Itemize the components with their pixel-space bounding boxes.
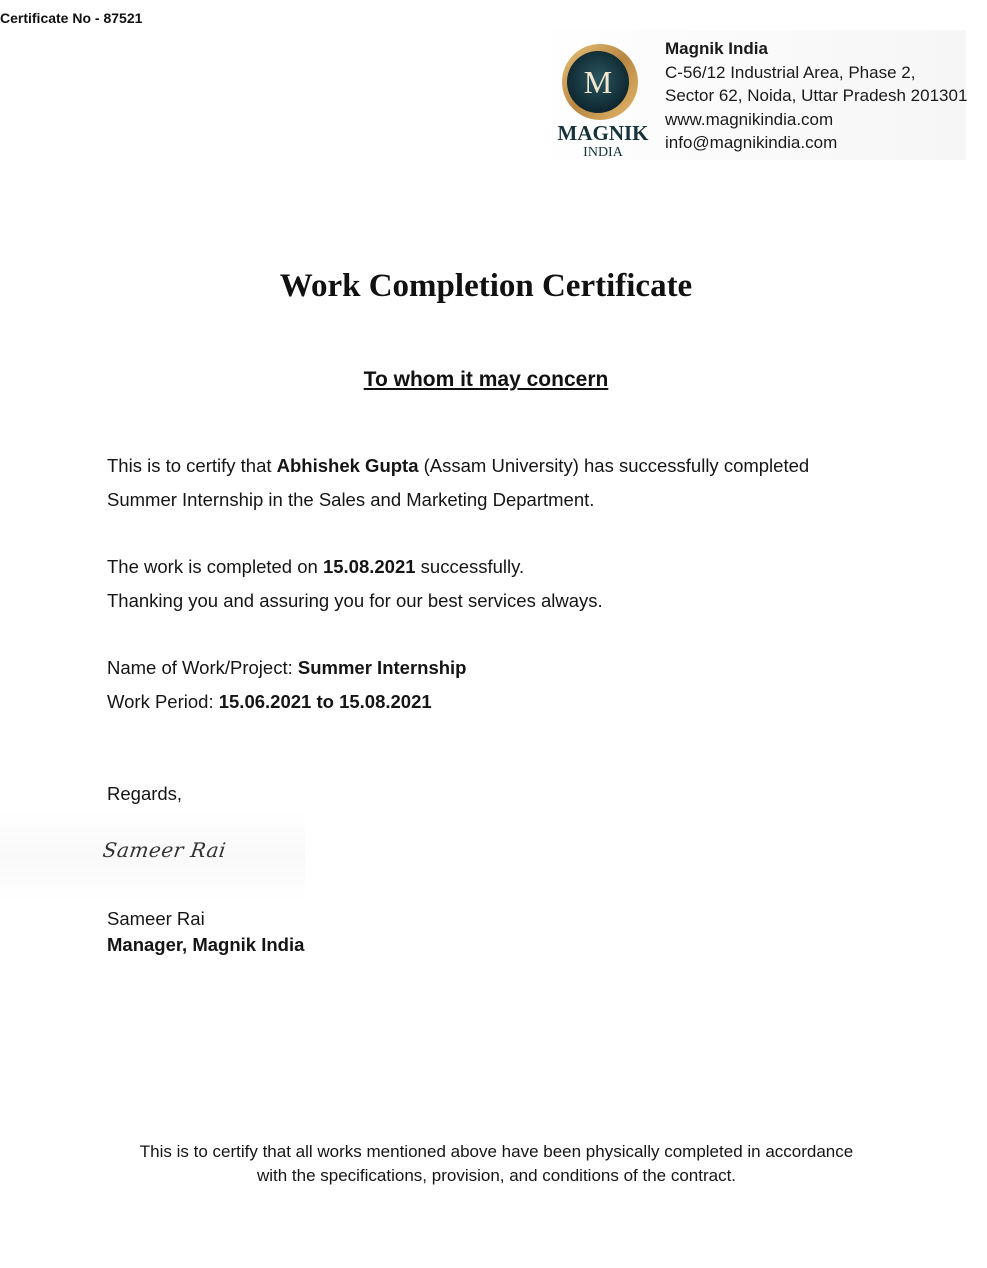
work-details — [107, 651, 466, 718]
logo-subtitle: INDIA — [583, 145, 623, 160]
company-address-line1: C-56/12 Industrial Area, Phase 2, — [665, 62, 916, 82]
certificate-title: Work Completion Certificate — [279, 268, 693, 304]
certificate-number: Certificate No - 87521 — [0, 10, 143, 26]
period-row — [107, 685, 466, 719]
signer-block — [107, 906, 304, 958]
certification-prefix: This is to certify that — [107, 455, 277, 476]
completion-date: 15.08.2021 — [322, 556, 416, 577]
certification-paragraph — [107, 449, 809, 516]
completion-line1 — [107, 550, 603, 584]
signer-name: Sameer Rai — [107, 908, 205, 929]
completion-prefix: The work is completed on — [107, 556, 323, 577]
logo-letter: M — [583, 64, 613, 100]
intern-name: Abhishek Gupta — [276, 455, 419, 476]
footer-line1: This is to certify that all works mentioned above have been physically completed in accordance — [139, 1142, 854, 1161]
company-address-line2: Sector 62, Noida, Uttar Pradesh 201301 — [665, 86, 968, 105]
handwritten-signature: Sameer Rai — [101, 838, 228, 862]
company-name: Magnik India — [665, 39, 768, 58]
company-website: www.magnikindia.com — [665, 109, 834, 129]
company-email: info@magnikindia.com — [665, 133, 838, 152]
certification-suffix: (Assam University) has successfully completed — [418, 455, 810, 476]
company-logo — [546, 42, 660, 160]
project-row — [107, 651, 466, 685]
period-label: Work Period: — [107, 690, 219, 712]
completion-paragraph — [107, 550, 603, 617]
period-value: 15.06.2021 to 15.08.2021 — [218, 690, 432, 712]
signer-role: Manager, Magnik India — [107, 934, 305, 955]
certification-line1 — [107, 449, 809, 483]
regards: Regards, — [107, 783, 183, 804]
footer-statement — [0, 1140, 987, 1187]
certificate-salutation: To whom it may concern — [363, 368, 609, 391]
footer-line2: with the specifications, provision, and conditions of the contract. — [256, 1165, 737, 1185]
company-contact-block — [665, 37, 967, 155]
logo-wordmark: MAGNIK — [557, 121, 649, 145]
thanks-line: Thanking you and assuring you for our best services always. — [107, 589, 603, 611]
project-label: Name of Work/Project: — [107, 657, 298, 678]
project-value: Summer Internship — [297, 657, 467, 678]
certification-line2: Summer Internship in the Sales and Marketing Department. — [107, 488, 595, 510]
completion-suffix: successfully. — [415, 556, 525, 577]
